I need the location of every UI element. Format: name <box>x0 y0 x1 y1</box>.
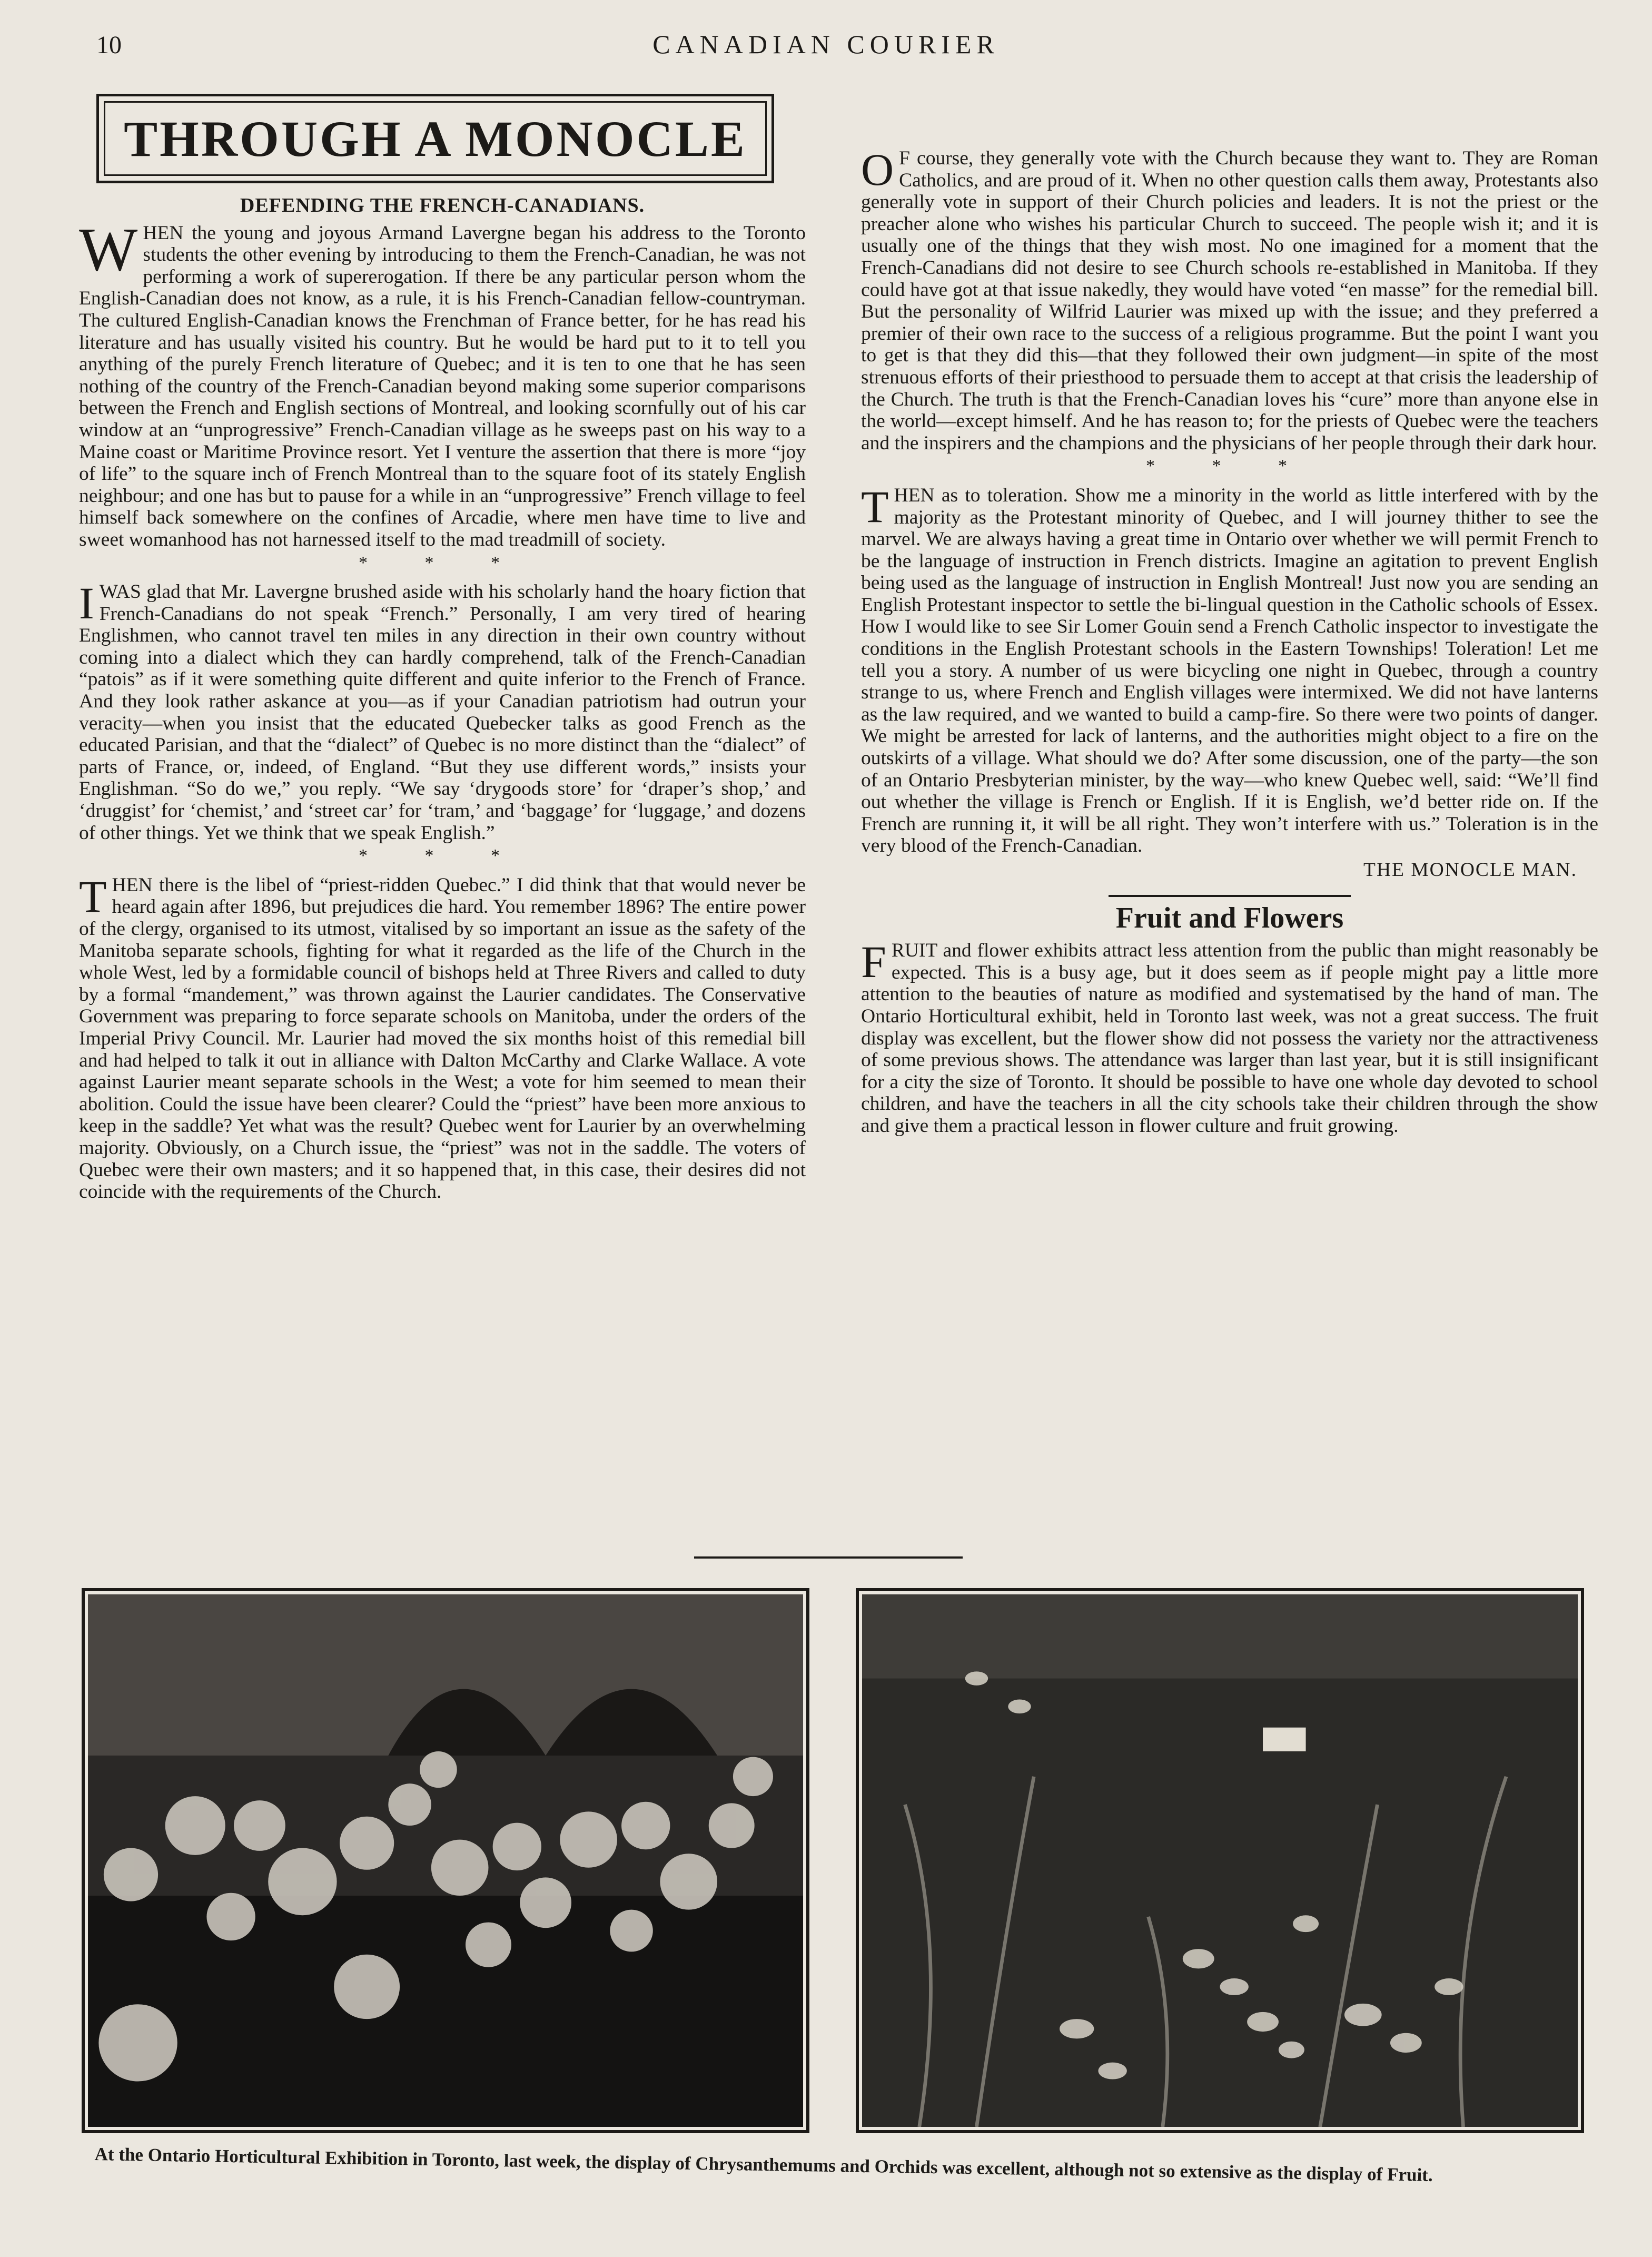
article-signature: THE MONOCLE MAN. <box>1363 859 1577 881</box>
left-column <box>79 195 806 1203</box>
drop-cap: T <box>861 481 889 532</box>
page-number: 10 <box>96 31 122 59</box>
divider <box>694 1556 963 1559</box>
running-head: CANADIAN COURIER <box>652 29 1000 59</box>
orchids-photo <box>856 1588 1584 2133</box>
drop-cap: O <box>861 144 894 195</box>
photo-caption: At the Ontario Horticultural Exhibition in Toronto, last week, the display of Chrysanthemums and Orchids was excellent, although not so extensive as the display of Fruit. <box>94 2144 1433 2185</box>
fruit-paragraph: FRUIT and flower exhibits attract less attention from the public than might reasonably be expected. This is a busy age, but it does seem as if people might pay a little more attention to the beauties of nature as modified and systematised by the hand of man. The Ontario Horticultural exhibit, held in Toronto last week, was not a great success. The fruit display was excellent, but the flower show did not possess the variety nor the attractiveness of some previous shows. The attendance was larger than last year, but it is still insignificant for a city the size of Toronto. It should be possible to have one whole day devoted to school children, and have the teachers in all the city schools take their children through the show and give them a practical lesson in flower culture and fruit growing. <box>861 937 1598 1137</box>
article-subheading: DEFENDING THE FRENCH-CANADIANS. <box>240 194 645 216</box>
article-title-box <box>96 94 774 183</box>
drop-cap: T <box>79 871 107 922</box>
section-separator: * * * <box>359 846 526 866</box>
drop-cap: F <box>861 937 886 988</box>
paragraph-1: WHEN the young and joyous Armand Lavergne began his address to the Toronto students the other evening by introducing to them the French-Canadian, he was not performing a work of supererogation. If there be any particular person whom the English-Canadian does not know, as a rule, it is his French-Canadian fellow-countryman. The cultured English-Canadian knows the Frenchman of France better, for he has read his literature and has usually visited his country. But he would be hard put to it to tell you anything of the purely French literature of Quebec; and it is ten to one that he has seen nothing of the country of the French-Canadian beyond making some superior comparisons between the French and English sections of Montreal, and looking scornfully out of his car window at an “unprogressive” French-Canadian village as he sweeps past on his way to a Maine coast or Maritime Province resort. Yet I venture the assertion that there is more “joy of life” to the square inch of French Montreal than to the square foot of its stately English neighbour; and one has but to pause for a while in an “unprogressive” French village to feel himself back somewhere on the confines of Arcadie, where men have time to live and sweet womanhood has not harnessed itself to the mad treadmill of society. <box>79 214 806 550</box>
drop-cap: I <box>79 578 94 629</box>
paragraph-4: O F course, they generally vote with the Church because they want to. They are Roman Catholics, and are proud of it. When no other question calls them away, Protestants also generally vote in support of their Church policies and leaders. It is not the priest or the preacher alone who wishes his particular Church to succeed. The people wish it; and it is usually one of the things that they wish most. No one imagined for a moment that the French-Canadians did not desire to see Church schools re-established in Manitoba. If they could have got at that issue nakedly, they would have voted “en masse” for the remedial bill. But the personality of Wilfrid Laurier was mixed up with the issue; and they preferred a premier of their own race to the success of a religious programme. But the point I want you to get is that they did this—that they followed their own judgment—in spite of the most strenuous efforts of their priesthood to persuade them to accept at that crisis the leadership of the Church. The truth is that the French-Canadian loves his “cure” more than anyone else in the world—except himself. And he has reason to; for the priests of Quebec were the teachers and the inspirers and the champions and the physicians of her people through their dark hour. <box>861 144 1598 454</box>
drop-cap: W <box>79 214 138 284</box>
divider <box>1109 895 1351 897</box>
chrysanthemums-photo <box>82 1588 809 2133</box>
article-title: THROUGH A MONOCLE <box>124 110 747 167</box>
paragraph-3: THEN there is the libel of “priest-ridden Quebec.” I did think that that would never be heard again after 1896, but prejudices die hard. You remember 1896? The entire power of the clergy, organised to its utmost, vitalised by so important an issue as the safety of the Manitoba separate schools, fighting for what it regarded as the life of the Church in the whole West, led by a formidable council of bishops held at Three Rivers and called to duty by a formal “mandement,” was thrown against the Laurier candidates. The Conservative Government was preparing to force separate schools on Manitoba, under the orders of the Imperial Privy Council. Mr. Laurier had moved the six months hoist of this remedial bill and had helped to talk it out in alliance with Dalton McCarthy and Clarke Wallace. A vote against Laurier meant separate schools in the West; a vote for him seemed to mean their abolition. Could the issue have been clearer? Could the “priest” have been more anxious to keep in the saddle? Yet what was the result? Quebec went for Laurier by an overwhelming majority. Obviously, on a Church issue, the “priest” was not in the saddle. The voters of Quebec were their own masters; and it so happened that, in this case, their desires did not coincide with the requirements of the Church. <box>79 871 806 1203</box>
paragraph-2: IWAS glad that Mr. Lavergne brushed aside with his scholarly hand the hoary fiction that French-Canadians do not speak “French.” Personally, I am very tired of hearing Englishmen, who cannot travel ten miles in any direction in their own country without coming into a dialect which they can hardly comprehend, talk of the French-Canadian “patois” as if it were something quite different and quite inferior to the French of France. And they look rather askance at you—as if your Canadian patriotism had outrun your veracity—when you insist that the educated Quebecker talks as good French as the educated Parisian, and that the “dialect” of Quebec is no more distinct than the “dialect” of parts of France, or, indeed, of England. “But they use different words,” insists your Englishman. “So do we,” you reply. “We say ‘drygoods store’ for ‘draper’s shop,’ and ‘druggist’ for ‘chemist,’ and ‘street car’ for ‘tram,’ and ‘baggage’ for ‘luggage,’ and dozens of other things. Yet we think that we speak English.” <box>79 578 806 844</box>
fruit-article-title: Fruit and Flowers <box>1115 901 1344 934</box>
paragraph-5: THEN as to toleration. Show me a minority in the world as little interfered with by the majority as the Protestant minority of Quebec, and I will journey thither to see the marvel. We are always having a great time in Ontario over whether we will permit French to be the language of instruction in French districts. Imagine an agitation to prevent English being used as the language of instruction in English Montreal! Just now you are sending an English Protestant inspector to settle the bi-lingual question in the Catholic schools of Essex. How I would like to see Sir Lomer Gouin send a French Catholic inspector to investigate the conditions in the English Protestant schools in the Eastern Townships! Toleration! Let me tell you a story. A number of us were bicycling one night in Quebec, through a country strange to us, where French and English villages were intermixed. We did not have lanterns as the law required, and we wanted to build a camp-fire. So there were two points of danger. We might be arrested for lack of lanterns, and the authorities might object to a fire on the outskirts of a village. What should we do? After some discussion, one of the party—the son of an Ontario Presbyterian minister, by the way—who knew Quebec well, said: “We’ll find out whether the village is French or English. If it is English, we’d better ride on. If the French are running it, it will be all right. They won’t interfere with us.” Toleration is in the very blood of the French-Canadian. <box>861 481 1598 857</box>
section-separator: * * * <box>359 553 526 573</box>
section-separator: * * * <box>1146 456 1313 476</box>
right-column <box>861 79 1598 1137</box>
